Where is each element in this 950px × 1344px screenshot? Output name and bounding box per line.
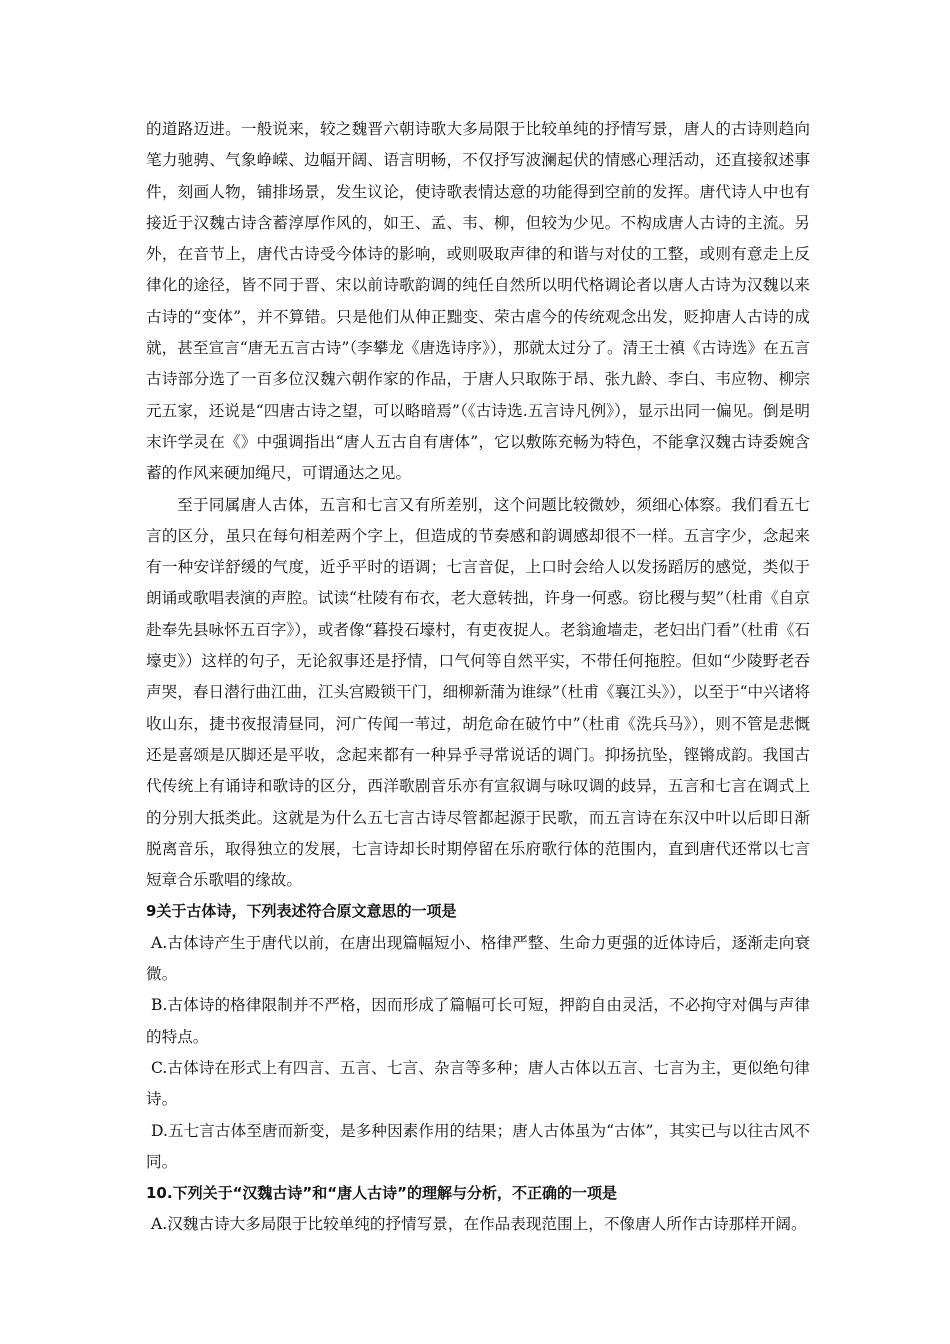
option-text: C.古体诗在形式上有四言、五言、七言、杂言等多种；唐人古体以五言、七言为主，更似绝句律诗。 <box>146 1058 810 1109</box>
body-paragraph-2: 至于同属唐人古体，五言和七言又有所差别，这个问题比较微妙，须细心体察。我们看五七言的区分，虽只在每句相差两个字上，但造成的节奏感和韵调感却很不一样。五言字少，念起来有一种安详舒缓的气度，近乎平时的语调；七言音促，上口时会给人以发扬蹈厉的感觉，类似于朗诵或歌唱表演的声腔。试读“杜陵有布衣，老大意转拙，许身一何惑。窃比稷与契”（杜甫《自京赴奉先县咏怀五百字》），或者像“暮投石壕村，有吏夜捉人。老翁逾墙走，老妇出门看”（杜甫《石壕吏》）这样的句子，无论叙事还是抒情，口气何等自然平实，不带任何拖腔。但如“少陵野老吞声哭，春日潜行曲江曲，江头宫殿锁干门，细柳新蒲为谁绿”（杜甫《襄江头》），以至于“中兴诸将收山东，捷书夜报清昼同，河广传闻一苇过，胡危命在破竹中”（杜甫《洗兵马》），则不管是悲慨还是喜颂是仄脚还是平收，念起来都有一种异乎寻常说话的调门。抑扬抗坠，铿锵成韵。我国古代传统上有诵诗和歌诗的区分，西洋歌剧音乐亦有宣叙调与咏叹调的歧异，五言和七言在调式上的分别大抵类此。这就是为什么五七言古诗尽管都起源于民歌，而五言诗在东汉中叶以后即日渐脱离音乐，取得独立的发展，七言诗却长时期停留在乐府歌行体的范围内，直到唐代还常以七言短章合乐歌唱的缘故。 <box>146 495 810 890</box>
option-text: A.汉魏古诗大多局限于比较单纯的抒情写景，在作品表现范围上，不像唐人所作古诗那样开阔。 <box>151 1215 807 1234</box>
option-text: B.古体诗的格律限制并不严格，因而形成了篇幅可长可短，押韵自由灵活，不必拘守对偶与声律的特点。 <box>146 996 810 1046</box>
document-page <box>146 114 810 1241</box>
body-paragraph-1: 的道路迈进。一般说来，较之魏晋六朝诗歌大多局限于比较单纯的抒情写景，唐人的古诗则趋向笔力驰骋、气象峥嵘、边幅开阔、语言明畅，不仅抒写波澜起伏的情感心理活动，还直接叙述事件，刻画人物，铺排场景，发生议论，使诗歌表情达意的功能得到空前的发挥。唐代诗人中也有接近于汉魏古诗含蓄淳厚作风的，如王、孟、韦、柳，但较为少见。不构成唐人古诗的主流。另外，在音节上，唐代古诗受今体诗的影响，或则吸取声律的和谐与对仗的工整，或则有意走上反律化的途径，皆不同于晋、宋以前诗歌韵调的纯任自然所以明代格调论者以唐人古诗为汉魏以来古诗的“变体”，并不算错。只是他们从伸正黜变、荣古虐今的传统观念出发，贬抑唐人古诗的成就，甚至宣言“唐无五言古诗”（李攀龙《唐选诗序》），那就太过分了。清王士禛《古诗选》在五言古诗部分选了一百多位汉魏六朝作家的作品，于唐人只取陈于昂、张九龄、李白、韦应物、柳宗元五家，还说是“四唐古诗之望，可以略暗焉”（《古诗选.五言诗凡例》），显示出同一偏见。倒是明末许学灵在《》中强调指出“唐人五古自有唐体”，它以敷陈充畅为特色，不能拿汉魏古诗委婉含蓄的作风来硬加绳尺，可谓通达之见。 <box>146 120 810 483</box>
question-9-stem: 9关于古体诗，下列表述符合原文意思的一项是 <box>146 902 457 921</box>
question-9-option-d <box>146 1116 810 1179</box>
question-9-option-c <box>146 1053 810 1116</box>
option-text: A.古体诗产生于唐代以前，在唐出现篇幅短小、格律严整、生命力更强的近体诗后，逐渐走向衰微。 <box>146 933 810 984</box>
question-10-option-a <box>146 1209 810 1240</box>
question-9-option-b <box>146 990 810 1053</box>
question-10-stem: 10.下列关于“汉魏古诗”和“唐人古诗”的理解与分析，不正确的一项是 <box>146 1184 618 1203</box>
option-text: D.五七言古体至唐而新变，是多种因素作用的结果；唐人古体虽为“古体”，其实已与以往古风不同。 <box>146 1121 810 1171</box>
question-9-option-a <box>146 928 810 991</box>
